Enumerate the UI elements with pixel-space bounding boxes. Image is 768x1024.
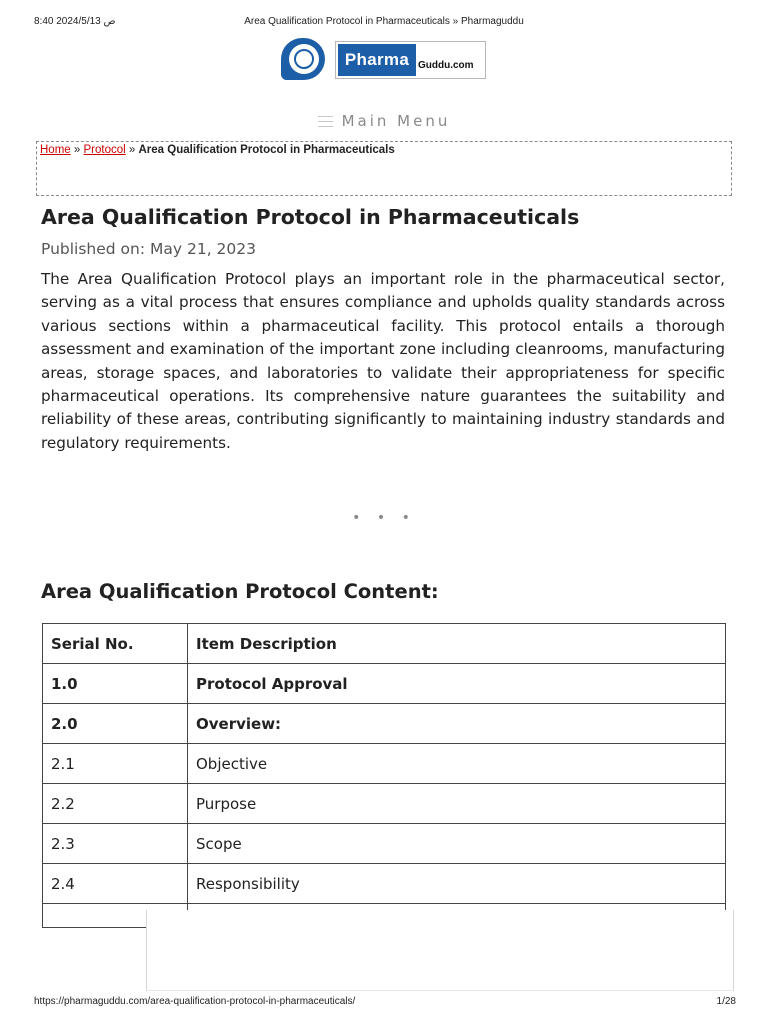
hamburger-icon [318,116,333,127]
ellipsis-icon: • • • [352,510,416,526]
serial-cell: 2.2 [43,784,188,824]
item-cell: Scope [188,824,726,864]
print-page-number: 1/28 [716,996,736,1007]
breadcrumb-protocol-link[interactable]: Protocol [83,144,126,156]
table-row [43,664,726,704]
serial-cell: 2.0 [43,704,188,744]
print-page-title: Area Qualification Protocol in Pharmaceuticals » Pharmaguddu [244,16,524,27]
main-menu-toggle[interactable] [0,112,768,132]
item-cell: Purpose [188,784,726,824]
logo-word-guddu: Guddu.com [418,60,474,71]
table-header-row [43,624,726,664]
item-cell: Protocol Approval [188,664,726,704]
serial-cell: 2.1 [43,744,188,784]
main-menu-label: Main Menu [341,112,451,130]
item-cell: Objective [188,744,726,784]
print-url: https://pharmaguddu.com/area-qualification-protocol-in-pharmaceuticals/ [34,996,356,1007]
header-item: Item Description [188,624,726,664]
header-serial: Serial No. [43,624,188,664]
pharma-logo-icon [281,38,325,80]
item-cell: Overview: [188,704,726,744]
logo-wordmark [335,41,486,79]
breadcrumb-separator: » [73,144,81,156]
table-row [43,744,726,784]
article-intro: The Area Qualification Protocol plays an important role in the pharmaceutical sector, serving as a vital process that ensures compliance and upholds quality standards across various sections within a pharmaceutical facility. This protocol entails a thorough assessment and examination of the important zone including cleanrooms, manufacturing areas, storage spaces, and laboratories to validate their appropriateness for specific pharmaceutical operations. Its comprehensive nature guarantees the suitability and reliability of these areas, contributing significantly to maintaining industry standards and regulatory requirements. [41,270,725,452]
breadcrumb [36,141,732,196]
print-header [0,16,768,30]
serial-cell: 2.4 [43,864,188,904]
table-row [43,784,726,824]
serial-cell: 1.0 [43,664,188,704]
breadcrumb-home-link[interactable]: Home [40,144,71,156]
serial-cell: 2.3 [43,824,188,864]
table-row [43,864,726,904]
ad-overlay-frame [146,910,734,990]
item-cell: Responsibility [188,864,726,904]
breadcrumb-current: Area Qualification Protocol in Pharmaceuticals [138,144,395,156]
table-row [43,704,726,744]
print-timestamp: 8:40 2024/5/13 ص [34,16,116,27]
protocol-content-table [42,623,726,928]
published-date: Published on: May 21, 2023 [41,240,257,258]
section-heading: Area Qualification Protocol Content: [41,580,439,603]
article-title: Area Qualification Protocol in Pharmaceuticals [41,205,580,229]
breadcrumb-separator: » [128,144,136,156]
print-footer [0,996,768,1010]
site-logo[interactable] [281,38,487,80]
logo-word-pharma: Pharma [338,44,416,76]
table-row [43,824,726,864]
